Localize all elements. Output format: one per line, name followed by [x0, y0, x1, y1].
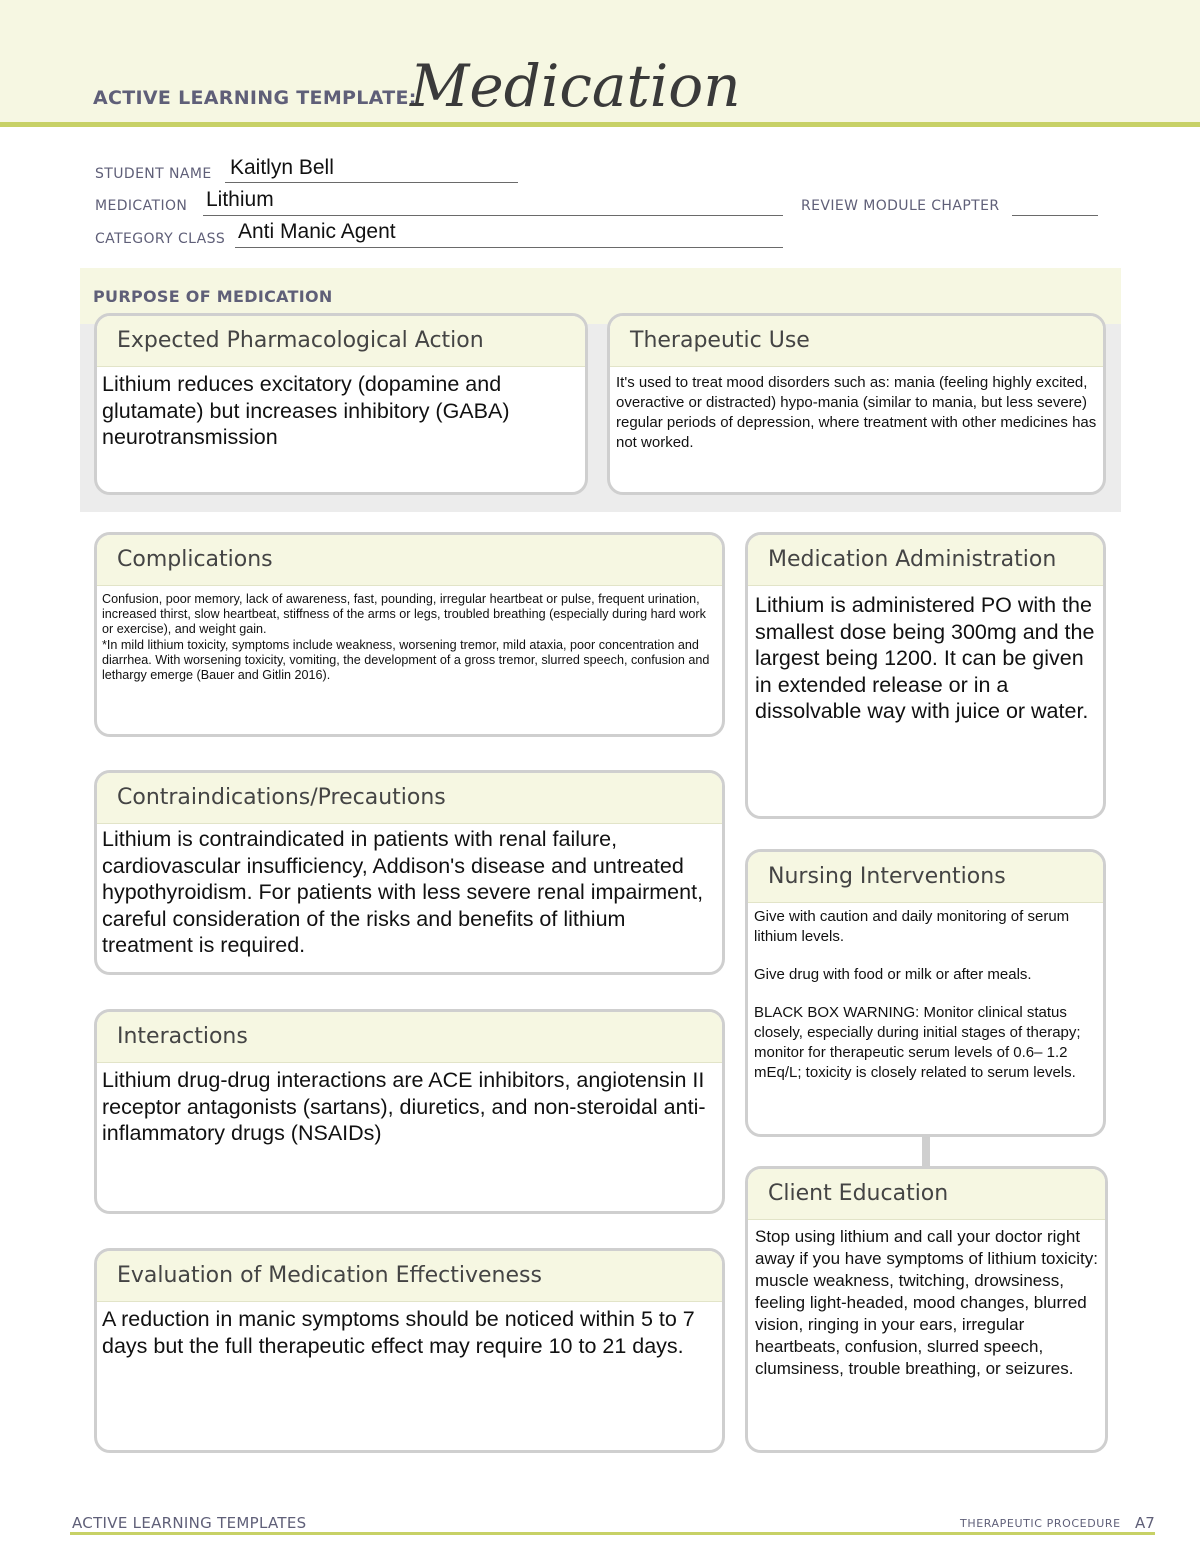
- complications-text[interactable]: [97, 586, 722, 683]
- page-title: Medication: [410, 52, 741, 120]
- evaluation-card: [94, 1248, 725, 1453]
- footer-right-label: THERAPEUTIC PROCEDURE: [960, 1517, 1121, 1530]
- interactions-title: Interactions: [117, 1024, 248, 1049]
- therapeutic-use-title: Therapeutic Use: [630, 328, 810, 353]
- interactions-card: [94, 1009, 725, 1214]
- administration-text[interactable]: Lithium is administered PO with the smallest dose being 300mg and the largest being 1200. It can be given in extended release or in a dissolvable way with juice or water.: [755, 593, 1095, 723]
- contraindications-header: [97, 773, 722, 824]
- complications-header: [97, 535, 722, 586]
- therapeutic-use-text[interactable]: It's used to treat mood disorders such as: mania (feeling highly excited, overactive or distracted) hypo-mania (similar to mania, but less severe) regular periods of depression, where treatment with other medicines has not worked.: [616, 374, 1097, 451]
- expected-action-card: [94, 313, 588, 495]
- medication-line: [203, 215, 783, 216]
- student-name-line: [225, 182, 518, 183]
- contraindications-card: [94, 770, 725, 975]
- administration-card: [745, 532, 1106, 819]
- nursing-interventions-text[interactable]: [748, 903, 1103, 1083]
- header-rule: [0, 122, 1200, 127]
- footer-rule: [70, 1532, 1155, 1535]
- page-number: A7: [1135, 1514, 1155, 1532]
- category-class-line: [235, 247, 783, 248]
- evaluation-text[interactable]: A reduction in manic symptoms should be noticed within 5 to 7 days but the full therapeutic effect may require 10 to 21 days.: [102, 1307, 695, 1358]
- therapeutic-use-card: [607, 313, 1106, 495]
- complications-paragraph-1: Confusion, poor memory, lack of awareness, fast, pounding, irregular heartbeat or pulse, frequent urination, increased thirst, slow heartbeat, stiffness of the arms or legs, troubled breathing (especially during hard work or exercise), and weight gain.: [102, 592, 706, 637]
- nursing-interventions-header: [748, 852, 1103, 903]
- client-education-text[interactable]: Stop using lithium and call your doctor right away if you have symptoms of lithium toxicity: muscle weakness, twitching, drowsiness, feeling light-headed, mood changes, blurred vision, ringing in your ears, irregular heartbeats, confusion, slurred speech, clumsiness, trouble breathing, or seizures.: [755, 1227, 1098, 1378]
- template-label: ACTIVE LEARNING TEMPLATE:: [93, 87, 417, 109]
- administration-title: Medication Administration: [768, 547, 1057, 572]
- evaluation-title: Evaluation of Medication Effectiveness: [117, 1263, 542, 1288]
- complications-card: [94, 532, 725, 737]
- client-education-title: Client Education: [768, 1181, 949, 1206]
- review-module-label: REVIEW MODULE CHAPTER: [801, 198, 1000, 214]
- expected-action-header: [97, 316, 585, 367]
- complications-title: Complications: [117, 547, 273, 572]
- expected-action-text[interactable]: Lithium reduces excitatory (dopamine and glutamate) but increases inhibitory (GABA) neurotransmission: [102, 372, 510, 449]
- student-name-label: STUDENT NAME: [95, 166, 212, 182]
- contraindications-text[interactable]: Lithium is contraindicated in patients with renal failure, cardiovascular insufficiency, Addison's disease and untreated hypothyroidism. For patients with less severe renal impairment, careful consideration of the risks and benefits of lithium treatment is required.: [102, 827, 704, 957]
- client-education-card: [745, 1166, 1108, 1453]
- nursing-interventions-title: Nursing Interventions: [768, 864, 1006, 889]
- contraindications-title: Contraindications/Precautions: [117, 785, 446, 810]
- medication-label: MEDICATION: [95, 198, 188, 214]
- therapeutic-use-header: [610, 316, 1103, 367]
- category-class-field[interactable]: Anti Manic Agent: [238, 220, 396, 243]
- expected-action-title: Expected Pharmacological Action: [117, 328, 484, 353]
- review-module-line: [1012, 215, 1098, 216]
- footer-left-label: ACTIVE LEARNING TEMPLATES: [72, 1514, 307, 1532]
- nursing-paragraph-1: Give with caution and daily monitoring of serum lithium levels.: [754, 908, 1070, 945]
- interactions-header: [97, 1012, 722, 1063]
- evaluation-header: [97, 1251, 722, 1302]
- purpose-label: PURPOSE OF MEDICATION: [93, 287, 333, 306]
- complications-paragraph-2: *In mild lithium toxicity, symptoms include weakness, worsening tremor, mild ataxia, poor concentration and diarrhea. With worsening toxicity, vomiting, the development of a gross tremor, slurred speech, confusion and lethargy emerge (Bauer and Gitlin 2016).: [102, 637, 710, 683]
- section-connector: [922, 1136, 930, 1168]
- student-name-field[interactable]: Kaitlyn Bell: [230, 156, 334, 179]
- nursing-paragraph-3: BLACK BOX WARNING: Monitor clinical status closely, especially during initial stages of therapy; monitor for therapeutic serum levels of 0.6– 1.2 mEq/L; toxicity is closely related to serum levels.: [754, 1004, 1081, 1081]
- interactions-text[interactable]: Lithium drug-drug interactions are ACE inhibitors, angiotensin II receptor antagonists (sartans), diuretics, and non-steroidal anti-inflammatory drugs (NSAIDs): [102, 1068, 706, 1145]
- nursing-interventions-card: [745, 849, 1106, 1137]
- medication-field[interactable]: Lithium: [206, 188, 274, 211]
- client-education-header: [748, 1169, 1105, 1220]
- administration-header: [748, 535, 1103, 586]
- nursing-paragraph-2: Give drug with food or milk or after meals.: [754, 966, 1032, 983]
- category-class-label: CATEGORY CLASS: [95, 231, 226, 247]
